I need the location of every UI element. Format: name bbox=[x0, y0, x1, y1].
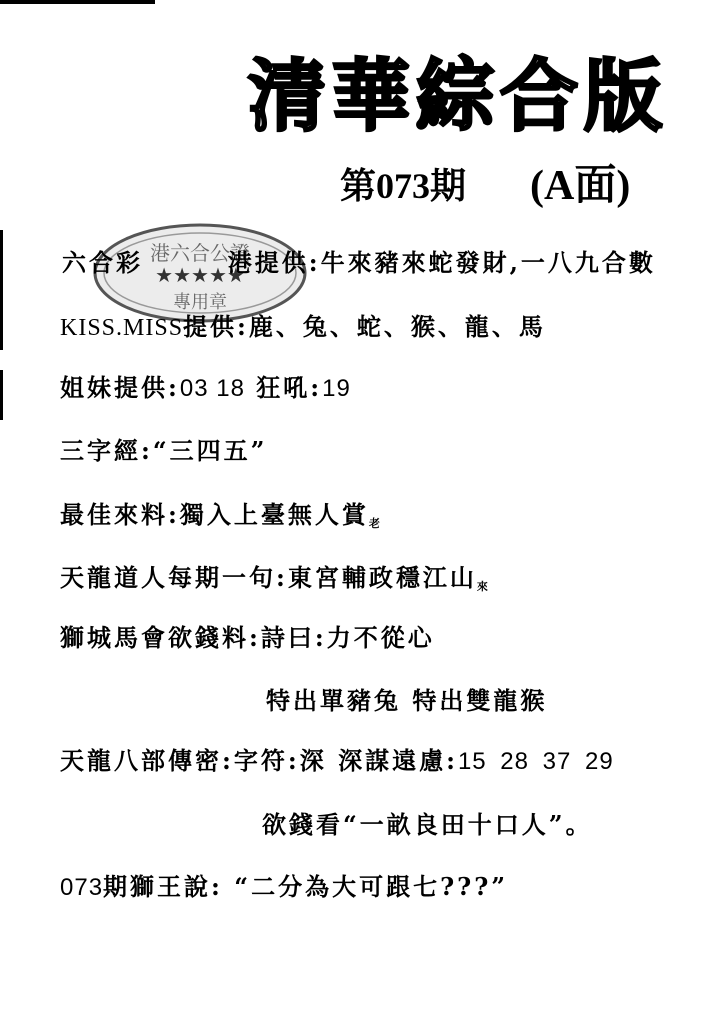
line-numbers: 073 bbox=[60, 874, 104, 901]
line-text: 提供:鹿、兔、蛇、猴、龍、馬 bbox=[183, 312, 546, 341]
line-label: 狂吼: bbox=[244, 373, 323, 402]
line-text: 期獅王說: “二分為大可跟七???” bbox=[103, 872, 509, 901]
line-label: 姐妹提供: bbox=[60, 373, 180, 402]
issue-number: 第073期 bbox=[340, 166, 467, 206]
line-label: 天龍八部傳密:字符:深 深謀遠慮: bbox=[60, 746, 458, 775]
seal-stars: ★★★★★ bbox=[155, 263, 245, 287]
line-liuhecai bbox=[62, 248, 656, 278]
left-edge-mark bbox=[0, 230, 3, 350]
top-rule bbox=[0, 0, 155, 4]
line-text: 最佳來料:獨入上臺無人賞 bbox=[60, 500, 369, 529]
line-lion-king bbox=[60, 872, 508, 903]
line-tianlong-babu bbox=[60, 746, 614, 777]
page-title: 清華綜合版 bbox=[248, 52, 669, 142]
line-numbers: 03 18 bbox=[179, 375, 245, 402]
line-text: :牛來豬來蛇發財,一八九合數 bbox=[308, 248, 656, 277]
line-numbers: 15 28 37 29 bbox=[457, 748, 614, 775]
line-label: KISS.MISS bbox=[60, 315, 184, 341]
line-numbers: 19 bbox=[322, 375, 351, 402]
line-note: 老 bbox=[368, 517, 380, 530]
line-best-material bbox=[60, 500, 380, 539]
line-kiss-miss bbox=[60, 312, 546, 343]
line-special-picks: 特出單豬兔 特出雙龍猴 bbox=[266, 686, 548, 715]
line-text: 天龍道人每期一句:東宮輔政穩江山 bbox=[60, 563, 477, 592]
seal-bottom-text: 專用章 bbox=[173, 292, 227, 313]
seal-top-text: 港六合公證 bbox=[150, 241, 250, 265]
left-edge-mark bbox=[0, 370, 3, 420]
line-note: 來 bbox=[476, 580, 488, 593]
line-three-character: 三字經:“三四五” bbox=[60, 436, 268, 465]
line-tianlong-daoren bbox=[60, 563, 488, 602]
line-money-hint: 欲錢看“一畝良田十口人”。 bbox=[262, 810, 593, 839]
line-sisters bbox=[60, 373, 351, 404]
line-label: 六合彩 bbox=[62, 248, 143, 277]
page-side: (A面) bbox=[530, 163, 631, 209]
line-label: 港提供 bbox=[227, 248, 309, 277]
line-lion-city: 獅城馬會欲錢料:詩曰:力不從心 bbox=[60, 623, 435, 652]
